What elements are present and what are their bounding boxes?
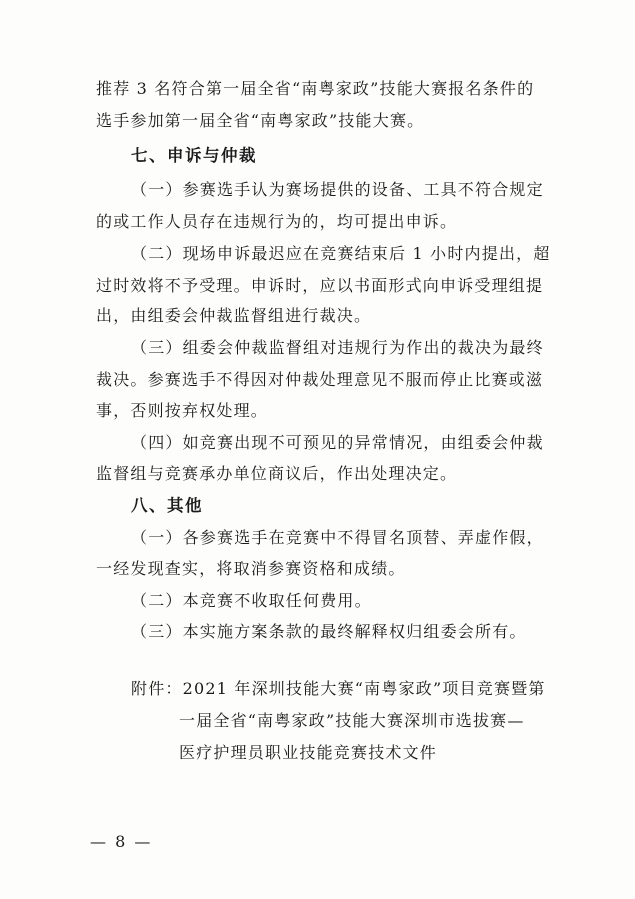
attachment-line: 医疗护理员职业技能竞赛技术文件 bbox=[179, 743, 438, 762]
section-heading-7: 七、申诉与仲裁 bbox=[131, 146, 257, 165]
body-line: 过时效将不予受理。申诉时，应以书面形式向申诉受理组提 bbox=[96, 276, 544, 295]
body-line: 一经发现查实，将取消参赛资格和成绩。 bbox=[96, 559, 406, 578]
body-line: 裁决。参赛选手不得因对仲裁处理意见不服而停止比赛或滋 bbox=[96, 370, 544, 389]
body-line: 选手参加第一届全省“南粤家政”技能大赛。 bbox=[96, 111, 425, 130]
body-line: 出，由组委会仲裁监督组进行裁决。 bbox=[96, 306, 372, 325]
attachment-line: 一届全省“南粤家政”技能大赛深圳市选拔赛— bbox=[179, 711, 525, 730]
body-line: （三）组委会仲裁监督组对违规行为作出的裁决为最终 bbox=[131, 338, 544, 357]
section-heading-8: 八、其他 bbox=[131, 496, 203, 515]
body-line: （四）如竞赛出现不可预见的异常情况，由组委会仲裁 bbox=[131, 433, 544, 452]
body-line: （三）本实施方案条款的最终解释权归组委会所有。 bbox=[131, 622, 527, 641]
body-line: 的或工作人员存在违规行为的，均可提出申诉。 bbox=[96, 212, 458, 231]
body-line: （一）各参赛选手在竞赛中不得冒名顶替、弄虚作假， bbox=[131, 528, 544, 547]
page-number: — 8 — bbox=[90, 832, 153, 851]
body-line: （二）本竞赛不收取任何费用。 bbox=[131, 591, 372, 610]
attachment-line: 附件：2021 年深圳技能大赛“南粤家政”项目竞赛暨第 bbox=[131, 679, 546, 698]
body-line: （二）现场申诉最迟应在竞赛结束后 1 小时内提出，超 bbox=[131, 244, 551, 263]
body-line: （一）参赛选手认为赛场提供的设备、工具不符合规定 bbox=[131, 180, 544, 199]
body-line: 监督组与竞赛承办单位商议后，作出处理决定。 bbox=[96, 464, 458, 483]
body-line: 事，否则按弃权处理。 bbox=[96, 401, 269, 420]
body-line: 推荐 3 名符合第一届全省“南粤家政”技能大赛报名条件的 bbox=[96, 79, 535, 98]
